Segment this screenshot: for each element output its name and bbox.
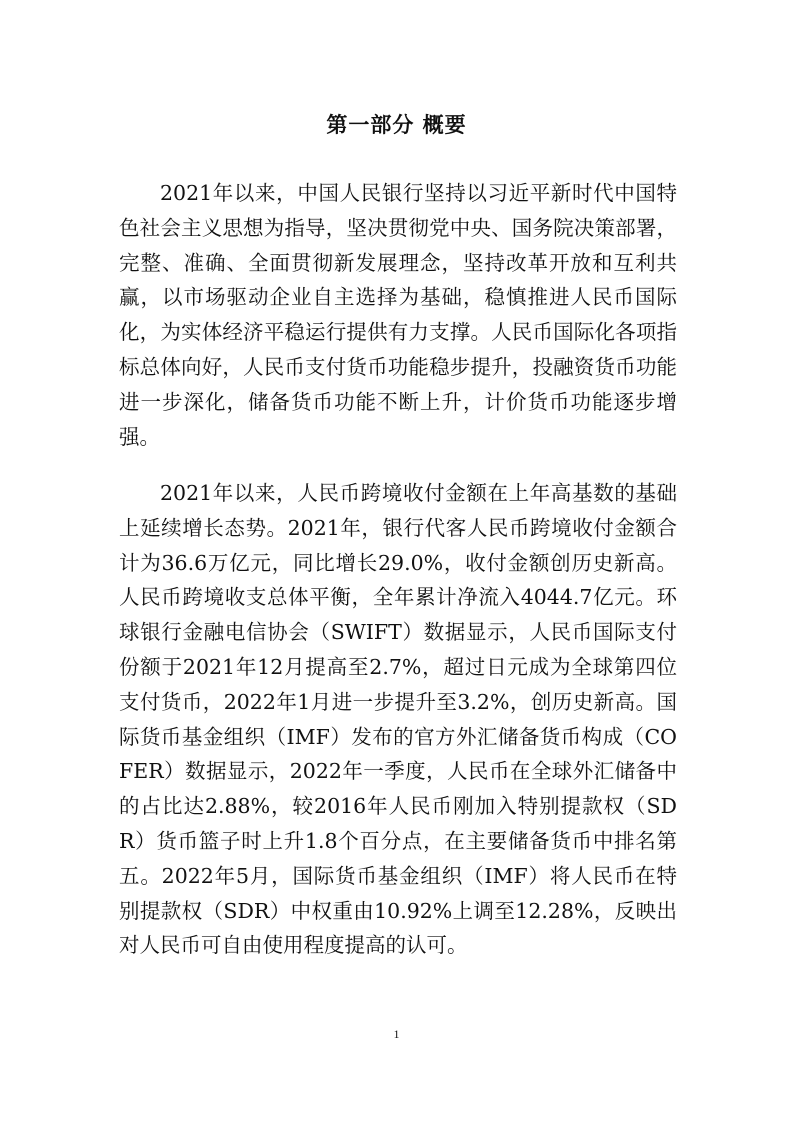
- section-title: 第一部分 概要: [326, 112, 467, 137]
- paragraph-cross-border-payments: 2021年以来，人民币跨境收付金额在上年高基数的基础上延续增长态势。2021年，银行代客人民币跨境收付金额合计为36.6万亿元，同比增长29.0%，收付金额创历史新高。人民币跨境收支总体平衡，全年累计净流入4044.7亿元。环球银行金融电信协会（SWIFT）数据显示，人民币国际支付份额于2021年12月提高至2.7%，超过日元成为全球第四位支付货币，2022年1月进一步提升至3.2%，创历史新高。国际货币基金组织（IMF）发布的官方外汇储备货币构成（COFER）数据显示，2022年一季度，人民币在全球外汇储备中的占比达2.88%，较2016年人民币刚加入特别提款权（SDR）货币篮子时上升1.8个百分点，在主要储备货币中排名第五。2022年5月，国际货币基金组织（IMF）将人民币在特别提款权（SDR）中权重由10.92%上调至12.28%，反映出对人民币可自由使用程度提高的认可。: [119, 481, 677, 958]
- page-number: 1: [393, 1027, 400, 1041]
- paragraph-overview: 2021年以来，中国人民银行坚持以习近平新时代中国特色社会主义思想为指导，坚决贯彻党中央、国务院决策部署，完整、准确、全面贯彻新发展理念，坚持改革开放和互利共赢，以市场驱动企业自主选择为基础，稳慎推进人民币国际化，为实体经济平稳运行提供有力支撑。人民币国际化各项指标总体向好，人民币支付货币功能稳步提升，投融资货币功能进一步深化，储备货币功能不断上升，计价货币功能逐步增强。: [119, 181, 677, 449]
